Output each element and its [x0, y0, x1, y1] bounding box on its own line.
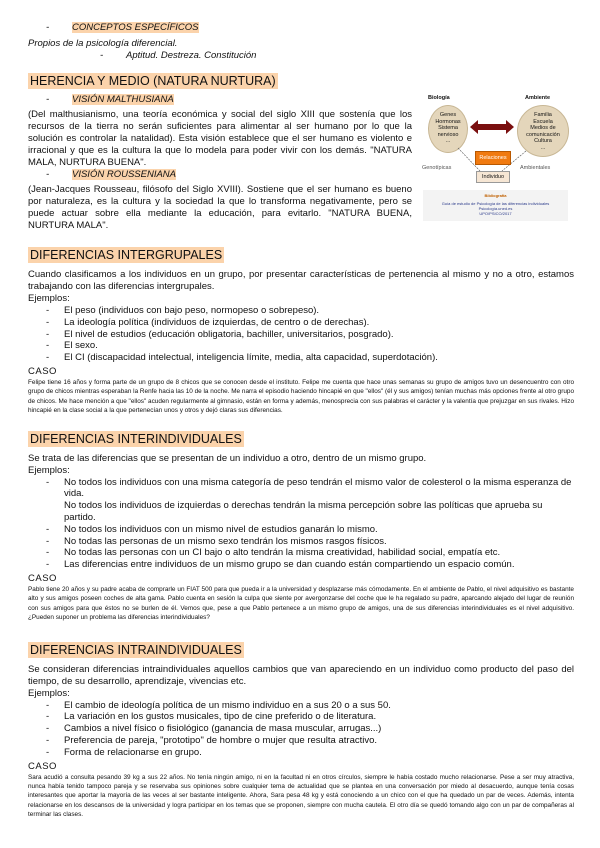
list-item [46, 500, 574, 524]
list-item: - El peso (individuos con bajo peso, normopeso o sobrepeso). [46, 305, 320, 316]
herencia-medio-diagram [420, 93, 596, 223]
malthus-text: (Del malthusianismo, una teoría económica y social del siglo XIII que sostenía que los recursos de la tierra no serán suficientes para alimentar al ser humano por lo que la solución es controlar la natalidad). Esta visión establece que el ser humano es violento e irracional y que es la cultura la que lo modela para poder vivir con los demás. "NATURA MALA, NURTURA BUENA". [28, 109, 412, 168]
item-text: El peso (individuos con bajo peso, normopeso o sobrepeso). [64, 305, 320, 316]
caso-label: CASO [28, 572, 57, 584]
caso-text: Pablo tiene 20 años y su padre acaba de comprarle un FIAT 500 para que pueda ir a la universidad y desplazarse más cómodamente. En el ambiente de Pablo, el nivel adquisitivo es bastante alto y sus amigos poseen coches de alta gama. Pablo cuenta en sesión la culpa que siente por avergonzarse del coche que le ha regalado su padre, aparcando alejado del lugar de reunión con sus amigos para que éstos no se burlen de él. Vemos que, pese a que Pablo pertenece a un mismo grupo de amigos, una de sus diferencias interindividuales es el nivel adquisitivo. ¿Pueden suponer un problema las diferencias interindividuales? [28, 585, 574, 622]
item-text: La ideología política (individuos de izquierdas, de centro o de derechas). [64, 316, 370, 328]
amb-item: comunicación [526, 131, 560, 138]
rousseau-heading: - VISIÓN ROUSSENIANA [46, 169, 176, 180]
caso-label: CASO [28, 365, 57, 377]
list-item: - La variación en los gustos musicales, tipo de cine preferido o de literatura. [46, 711, 377, 723]
list-item: - El cambio de ideología política de un mismo individuo en a sus 20 o a sus 50. [46, 699, 391, 711]
intergrupales-heading: DIFERENCIAS INTERGRUPALES [30, 248, 223, 262]
diagram-left-caption: Genotípicas [422, 165, 452, 171]
item-text: No todas las personas con un CI bajo o alto tendrán la misma creatividad, habilidad social, empatía etc. [64, 547, 501, 559]
item-text: El nivel de estudios (educación obligatoria, bachiller, universitarios, posgrado). [64, 328, 394, 340]
intraindividuales-list [28, 700, 574, 759]
interindividuales-intro: Se trata de las diferencias que se presentan de un individuo a otro, dentro de un mismo grupo. [28, 452, 427, 464]
item-text: El CI (discapacidad intelectual, inteligencia límite, media, alta capacidad, superdotación). [64, 352, 438, 364]
interindividuales-list [28, 477, 574, 571]
caso-text: Sara acudió a consulta pesando 39 kg a sus 22 años. No tenía ningún amigo, ni en la facultad ni en otros círculos, siempre le había costado mucho relacionarse. Pese a ser muy atractiva, nunca había tenido tampoco pareja y se reservaba sus opiniones sobre cualquier tema de actualidad que se plantea en una conversación por miedo al desacuerdo, aunque tenía cosas interesantes que aportar la mayoría de las veces al ser bastante inteligente. Ahora, Sara pesa 48 kg y está conociendo a un chico con el que ha quedado un par de veces. Además, intenta relacionarse en los descansos de la universidad y logra participar en los temas que se proponen, siempre con mucha cautela. El otro día se quedó tomando algo con un par de compañeras al terminar las clases. [28, 773, 574, 819]
list-item: - No todas las personas con un CI bajo o alto tendrán la misma creatividad, habilidad social, empatía etc. [46, 547, 501, 559]
source-line: Guía de estudio de Psicología de las diferencias individuales [441, 201, 550, 206]
conceptos-label: CONCEPTOS ESPECÍFICOS [72, 22, 199, 33]
list-item: - La ideología política (individuos de izquierdas, de centro o de derechas). [46, 316, 370, 328]
conceptos-heading: - CONCEPTOS ESPECÍFICOS [46, 22, 199, 33]
source-line: Psicología.uned.es [478, 206, 513, 211]
aptitud-label: Aptitud. Destreza. Constitución [126, 50, 257, 61]
intergrupales-section [28, 246, 574, 416]
propios-text: Propios de la psicología diferencial. [28, 38, 178, 49]
bio-item: Genes [439, 112, 457, 118]
list-item: - No todos los individuos con una misma categoría de peso tendrán el mismo valor de colesterol o la misma esperanza de vida. [46, 477, 574, 501]
item-text: No todos los individuos con una misma categoría de peso tendrán el mismo valor de colesterol o la misma esperanza de vida. [64, 476, 572, 500]
intraindividuales-heading: DIFERENCIAS INTRAINDIVIDUALES [30, 642, 242, 657]
list-item: - El nivel de estudios (educación obligatoria, bachiller, universitarios, posgrado). [46, 328, 394, 340]
interindividuales-section [28, 430, 574, 623]
list-item: - Forma de relacionarse en grupo. [46, 746, 202, 758]
list-item: - Preferencia de pareja, "prototipo" de hombre o mujer que resulta atractivo. [46, 735, 378, 746]
amb-item: Cultura [534, 138, 552, 144]
item-text: Cambios a nivel físico o fisiológico (ganancia de masa muscular, arrugas...) [64, 723, 382, 735]
source-line: UPO/PSICO/2017 [479, 211, 512, 216]
caso-label: CASO [28, 760, 57, 772]
intraindividuales-section [28, 641, 574, 820]
herencia-section [28, 72, 574, 232]
bio-item: ... [445, 138, 451, 144]
diagram-right-title: Ambiente [525, 95, 551, 101]
amb-item: Medios de [530, 125, 556, 131]
malthus-heading: - VISIÓN MALTHUSIANA [46, 94, 174, 105]
intergrupales-intro: Cuando clasificamos a los individuos en un grupo, por presentar características de pertenencia al mismo y no a otro, estamos trabajando con las diferencias intergrupales. [28, 269, 574, 292]
bio-item: nervioso [437, 131, 459, 138]
item-text: El cambio de ideología política de un mismo individuo en a sus 20 o a sus 50. [64, 699, 391, 711]
list-item: - No todas las personas de un mismo sexo tendrán los mismos rasgos físicos. [46, 535, 387, 547]
amb-item: Familia [534, 112, 552, 118]
item-text: No todos los individuos con un mismo nivel de estudios ganarán lo mismo. [64, 523, 378, 535]
rousseau-label: VISIÓN ROUSSENIANA [72, 169, 176, 180]
caso-text: Felipe tiene 16 años y forma parte de un grupo de 8 chicos que se conocen desde el instituto. Felipe me cuenta que hace unas semanas su grupo de amigos tuvo un desencuentro con otro grupo de chicos mientras esperaban la Renfe hacia las 10 de la noche. Me narra el episodio haciendo hincapié en que "ellos" (él y sus amigos) tenían muchas más opciones frente al otro grupo de chicos. Me hace mención a que "ellos" acuden regularmente al gimnasio, están en forma y además, menosprecia con sus palabras el carácter y la valentía que prejuzgar en sus rivales. Hizo hincapié en la clase social a la que pertenecían unos y otros y dejó claras sus diferencias. [28, 378, 574, 415]
amb-item: Escuela [533, 118, 553, 125]
item-text: No todas las personas de un mismo sexo tendrán los mismos rasgos físicos. [64, 535, 387, 547]
intraindividuales-intro: Se consideran diferencias intraindividuales aquellos cambios que van apareciendo en un individuo como producto del paso del tiempo, de su desarrollo, aprendizaje, vivencias etc. [28, 663, 574, 687]
bio-item: Hormonas [435, 118, 461, 125]
item-text: Las diferencias entre individuos de un mismo grupo se dan cuando están compartiendo un espacio común. [64, 559, 515, 571]
ejemplos-label: Ejemplos: [28, 687, 70, 699]
item-text: Forma de relacionarse en grupo. [64, 746, 202, 758]
herencia-heading: HERENCIA Y MEDIO (NATURA NURTURA) [30, 74, 276, 88]
amb-item: ... [540, 144, 546, 151]
intergrupales-list [28, 305, 574, 364]
herencia-text-column [28, 72, 412, 232]
list-item: - Las diferencias entre individuos de un mismo grupo se dan cuando están compartiendo un espacio común. [46, 559, 515, 571]
diagram-right-caption: Ambientales [520, 165, 551, 171]
item-text: No todos los individuos de izquierdas o derechas tendrán la misma percepción sobre las políticas que aprueba su partido. [64, 500, 543, 523]
list-item: - El CI (discapacidad intelectual, inteligencia límite, media, alta capacidad, superdotación). [46, 352, 438, 364]
list-item: - El sexo. [46, 340, 98, 352]
conceptos-section [28, 22, 574, 62]
ejemplos-label: Ejemplos: [28, 464, 70, 476]
ejemplos-label: Ejemplos: [28, 293, 70, 304]
aptitud-item: - Aptitud. Destreza. Constitución [100, 50, 257, 61]
item-text: Preferencia de pareja, "prototipo" de hombre o mujer que resulta atractivo. [64, 735, 378, 746]
diagram-bottom-box: Individuo [476, 171, 510, 183]
diagram-center-box: Relaciones [475, 151, 511, 165]
list-item: - Cambios a nivel físico o fisiológico (ganancia de masa muscular, arrugas...) [46, 723, 382, 735]
diagram-source [423, 190, 568, 221]
rousseau-text: (Jean-Jacques Rousseau, filósofo del Siglo XVIII). Sostiene que el ser humano es bueno por naturaleza, es la cultura y la sociedad la que lo transforma negativamente, pero se puede actuar sobre ella mediante la educación, para evitarlo. "NATURA BUENA, NURTURA MALA". [28, 184, 412, 231]
item-text: El sexo. [64, 340, 98, 352]
interindividuales-heading: DIFERENCIAS INTERINDIVIDUALES [30, 431, 242, 446]
malthus-label: VISIÓN MALTHUSIANA [72, 94, 174, 105]
item-text: La variación en los gustos musicales, tipo de cine preferido o de literatura. [64, 711, 377, 723]
source-title: Bibliografía [484, 193, 507, 198]
list-item: - No todos los individuos con un mismo nivel de estudios ganarán lo mismo. [46, 523, 378, 535]
diagram-left-title: Biología [428, 95, 450, 101]
bio-item: Sistema [438, 125, 458, 131]
